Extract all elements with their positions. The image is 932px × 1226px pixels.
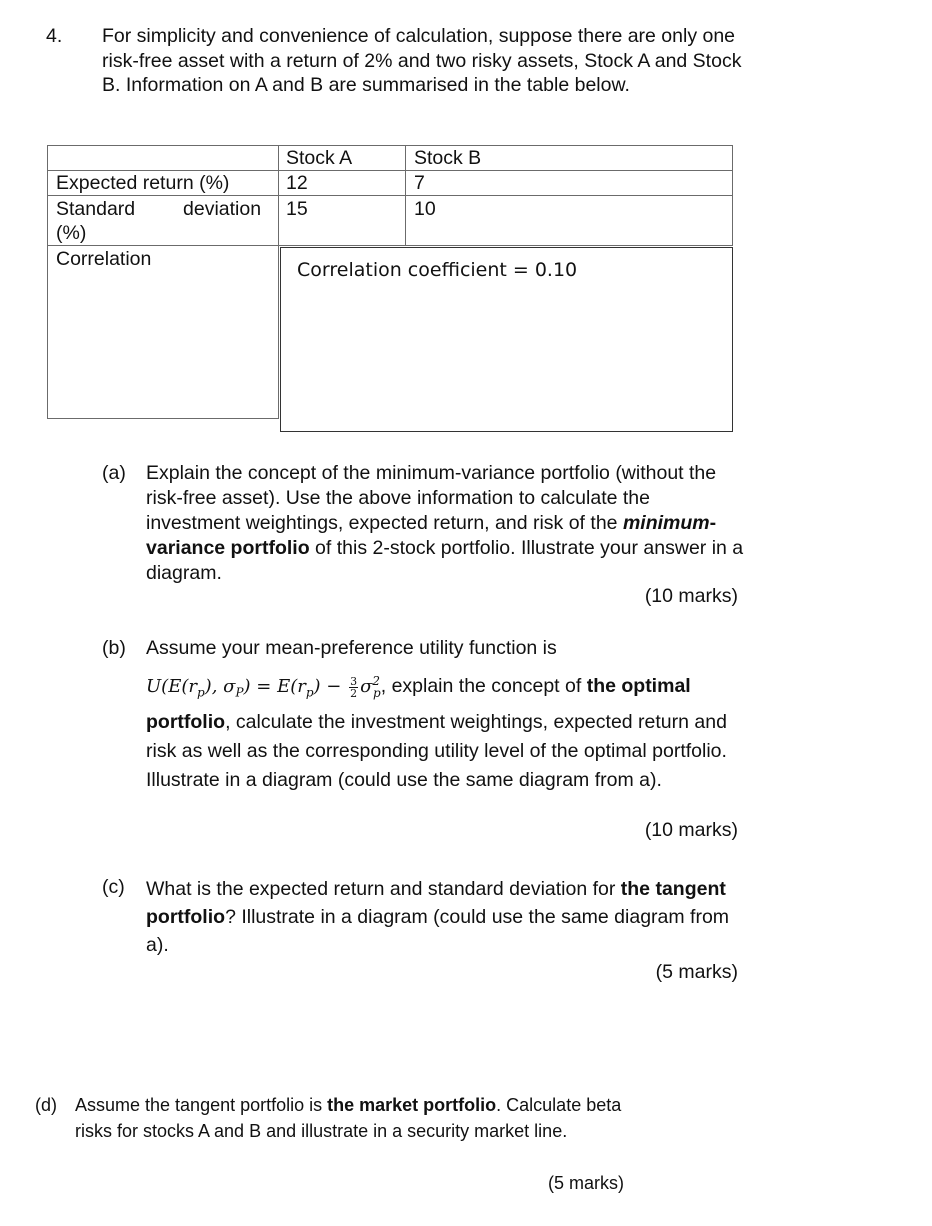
part-b-lead: Assume your mean-preference utility function is [146, 637, 557, 659]
part-d-text1: Assume the tangent portfolio is [75, 1095, 328, 1115]
cell-a-expected-return: 12 [286, 172, 308, 194]
row-label-expected-return: Expected return (%) [56, 172, 230, 194]
part-b-text2: , calculate the investment weightings, expected return and risk as well as the corresponding utility level of the optimal portfolio. Illustrate in a diagram (could use the same diagram from a). [146, 710, 727, 791]
table-rule [47, 245, 733, 246]
row-label-std-part1: Standard [56, 198, 136, 220]
question-number: 4. [46, 25, 63, 47]
part-d-marks: (5 marks) [548, 1173, 624, 1193]
part-c-marks: (5 marks) [655, 961, 738, 983]
part-c-text1: What is the expected return and standard deviation for [146, 878, 621, 900]
part-b-text [146, 667, 746, 795]
part-d-text [75, 1092, 635, 1144]
utility-formula: $U(E(r_p)$, $\sigma_P) = E(r_p)$ − $\frac{3}{2}$ $\sigma^2_p$ [146, 674, 381, 700]
table-border-left [47, 145, 48, 419]
header-stock-a: Stock A [286, 147, 353, 169]
table-border-bottom [47, 418, 279, 419]
table-border-right [732, 145, 733, 246]
row-label-std-part3: (%) [56, 222, 87, 244]
correlation-box [280, 247, 733, 432]
cell-b-std: 10 [414, 198, 436, 220]
part-b-bold: the optimal portfolio [146, 675, 691, 733]
header-stock-b: Stock B [414, 147, 482, 169]
part-d-bold: the market portfolio [327, 1095, 497, 1115]
part-b-label: (b) [102, 637, 126, 659]
part-a-marks: (10 marks) [644, 585, 738, 607]
correlation-coefficient: Correlation coefficient = 0.10 [297, 259, 578, 281]
cell-a-std: 15 [286, 198, 308, 220]
part-a-bold: -variance portfolio [146, 512, 717, 559]
part-c-label: (c) [102, 876, 125, 898]
part-a-bold-italic: minimum [622, 512, 710, 534]
row-label-std-part2: deviation [183, 198, 262, 220]
part-a-text2: of this 2-stock portfolio. Illustrate your answer in a diagram. [146, 537, 744, 584]
table-border-top [47, 145, 733, 146]
cell-b-expected-return: 7 [414, 172, 425, 194]
part-b-marks: (10 marks) [644, 819, 738, 841]
part-a-text1: Explain the concept of the minimum-variance portfolio (without the risk-free asset). Use the above information to calculate the investment weightings, expected return, and risk of the [146, 462, 717, 534]
part-b-text-after: , explain the concept of [380, 675, 587, 697]
table-col-divider [278, 145, 279, 419]
part-d-label: (d) [35, 1095, 57, 1115]
part-c-bold: the tangent portfolio [146, 878, 726, 928]
row-label-correlation: Correlation [56, 248, 152, 270]
question-intro: For simplicity and convenience of calculation, suppose there are only one risk-free asset with a return of 2% and two risky assets, Stock A and Stock B. Information on A and B are summarised in the table below. [102, 25, 742, 96]
part-d-text2: . Calculate beta risks for stocks A and B and illustrate in a security market line. [75, 1095, 622, 1141]
part-c-text [146, 875, 746, 959]
part-a-label: (a) [102, 462, 126, 484]
table-rule [47, 195, 733, 196]
part-a-text [146, 461, 746, 586]
part-c-text2: ? Illustrate in a diagram (could use the same diagram from a). [146, 906, 730, 956]
table-col-divider [405, 145, 406, 246]
